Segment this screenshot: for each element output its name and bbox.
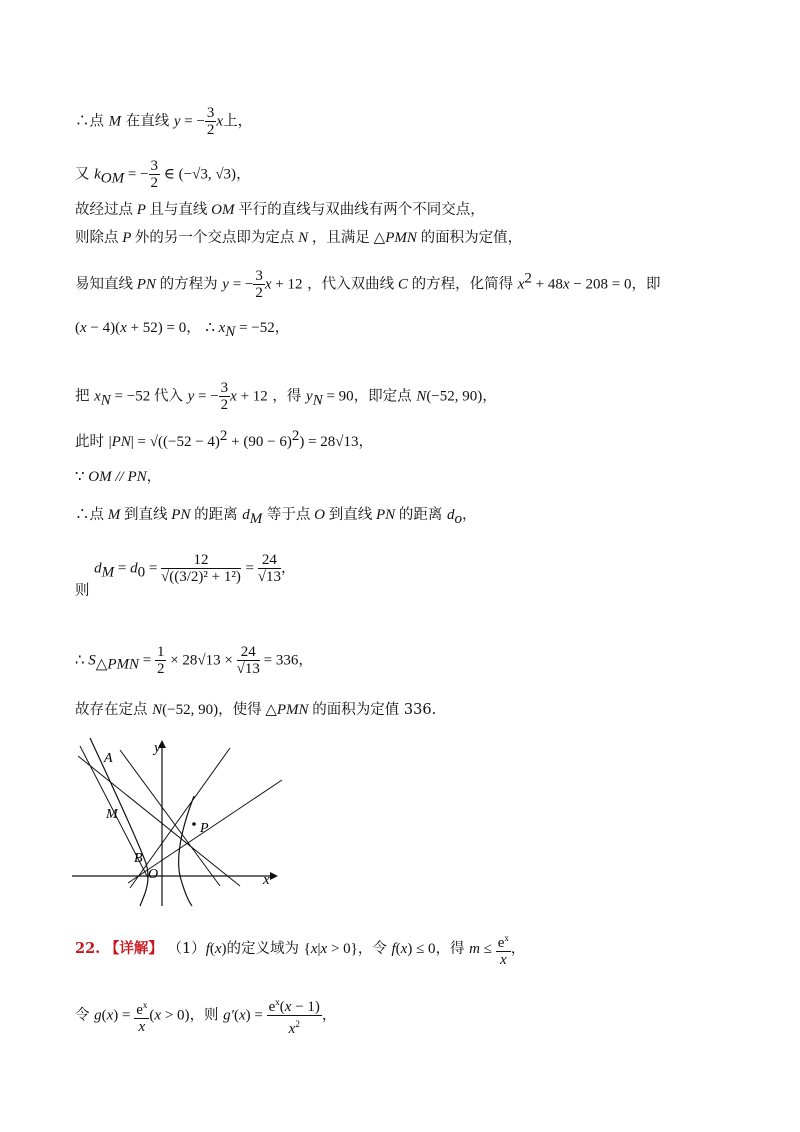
- line-3: 故经过点 P 且与直线 OM 平行的直线与双曲线有两个不同交点，: [75, 202, 485, 218]
- line-2: 又 $k_{OM}$ = − $\frac{3}{2}$ ∈ (−√3, √3)，: [75, 158, 251, 191]
- line-13: 故存在定点 N(−52, 90)，使得 △PMN 的面积为定值 336.: [75, 702, 437, 718]
- line-10: ∴点 M 到直线 PN 的距离 $d_M$ 等于点 O 到直线 PN 的距离 $d_o$，: [75, 507, 477, 527]
- line-6: (x − 4)(x + 52) = 0， ∴ $x_N = -52$，: [75, 320, 290, 340]
- line-11: 则 $d_M = d_0$ = $\frac{12}{\text{√((3/2)² + 1²)}}$ = $\frac{24}{√13}$ ，: [75, 552, 296, 599]
- x-axis-arrow: [270, 872, 278, 880]
- line-14: 22. 【详解】 （1）f(x)的定义域为 {x|x > 0}，令 f(x) ≤ 0，得 m ≤ $\frac{e^x}{x}$ ，: [75, 930, 525, 968]
- line-8: 此时 $|PN| = √((-52 - 4)^2 + (90 - 6)^2) = 28√13$，: [75, 428, 374, 450]
- line-9: ∵ OM // PN，: [75, 469, 162, 485]
- line-7: 把 $x_N = -52$ 代入 y = − $\frac{3}{2}$ x + 12 ，得 $y_N = 90$，即定点 N(−52, 90)，: [75, 380, 497, 413]
- line-15: 令 g(x) = $\frac{e^x}{x}$ (x > 0)，则 g′(x) = $\frac{e^x(x - 1)}{x^2}$ ，: [75, 994, 336, 1037]
- hyperbola-right-branch: [179, 796, 194, 906]
- section-tag: 【详解】: [104, 940, 163, 957]
- label-p: P: [200, 821, 209, 836]
- label-x: x: [263, 872, 270, 888]
- line-3: [130, 748, 230, 888]
- label-m: M: [106, 807, 118, 822]
- label-a: A: [104, 751, 113, 766]
- point-p: [192, 822, 196, 826]
- label-o: O: [148, 867, 159, 882]
- line-4: 则除点 P 外的另一个交点即为定点 N ，且满足 △PMN 的面积为定值，: [75, 230, 523, 246]
- label-y: y: [154, 740, 161, 756]
- label-b: B: [134, 851, 143, 866]
- line-1: ∴点 M 在直线 y = − $\frac{3}{2}$ x上，: [75, 105, 253, 138]
- problem-number: 22.: [75, 940, 101, 957]
- line-1: [78, 756, 240, 886]
- line-5: 易知直线 PN 的方程为 y = − $\frac{3}{2}$ x + 12 ，代入双曲线 C 的方程，化简得 $x^2 + 48x - 208 = 0$，即: [75, 268, 661, 301]
- line-12: ∴ $S_{\triangle PMN}$ = $\frac{1}{2}$ × 28√13 × $\frac{24}{√13}$ = 336，: [75, 644, 313, 677]
- hyperbola-figure: [70, 738, 290, 908]
